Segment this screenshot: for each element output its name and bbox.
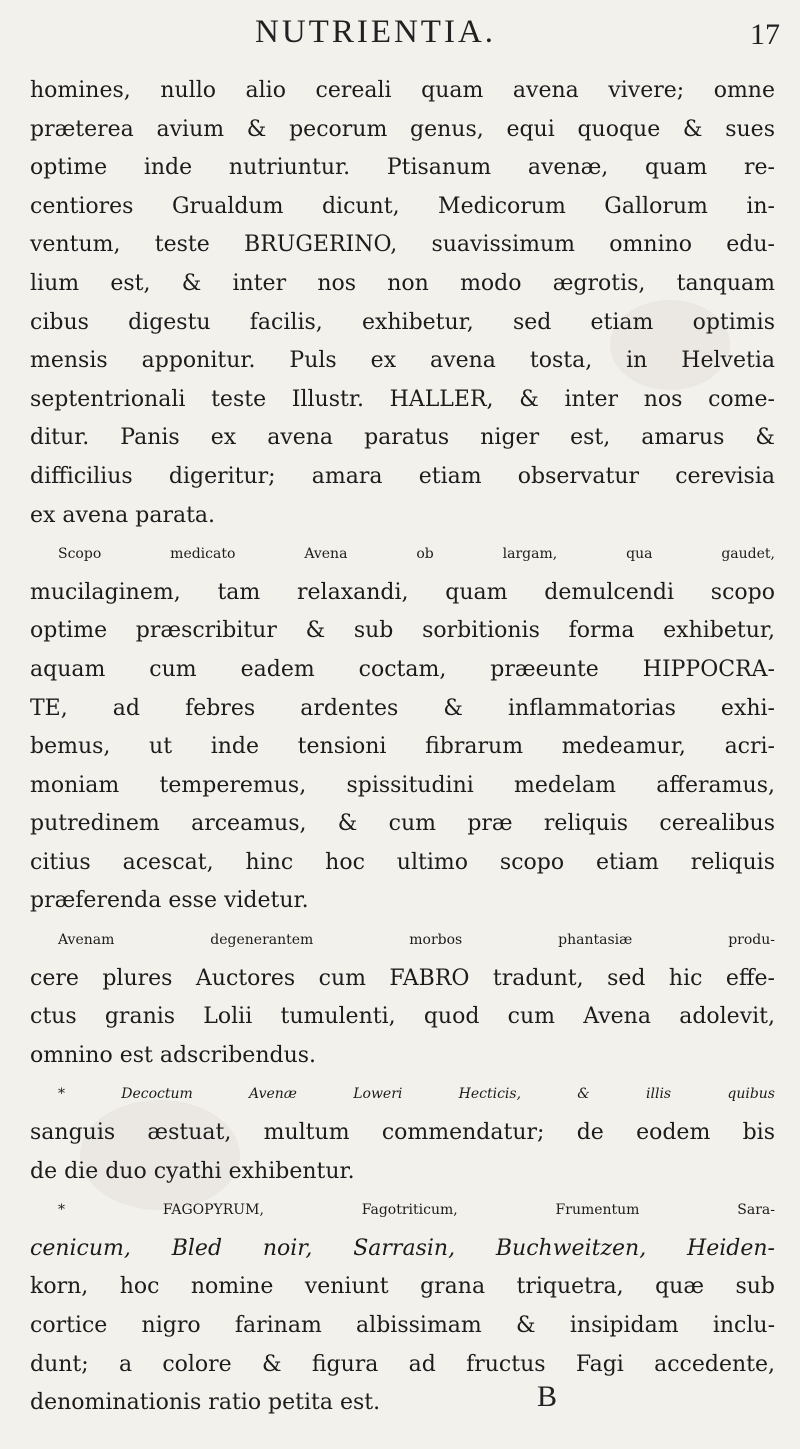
text-line: optime præscribitur & sub sorbitionis forma exhibetur, [30, 618, 775, 644]
text-line: optime inde nutriuntur. Ptisanum avenæ, quam re- [30, 155, 775, 181]
text-line: mucilaginem, tam relaxandi, quam demulcendi scopo [30, 579, 775, 605]
running-title: NUTRIENTIA. [255, 14, 497, 50]
text-line: cenicum, Bled noir, Sarrasin, Buchweitzen, Heiden- [30, 1235, 775, 1261]
text-line: mensis apponitur. Puls ex avena tosta, in Helvetia [30, 348, 775, 374]
text-line: bemus, ut inde tensioni fibrarum medeamur, acri- [30, 734, 775, 760]
text-line: * FAGOPYRUM, Fagotriticum, Frumentum Sara- [58, 1202, 775, 1219]
text-line: korn, hoc nomine veniunt grana triquetra, quæ sub [30, 1274, 775, 1300]
text-line: cortice nigro farinam albissimam & insipidam inclu- [30, 1313, 775, 1338]
text-line: homines, nullo alio cereali quam avena vivere; omne [30, 78, 775, 103]
text-line: moniam temperemus, spissitudini medelam afferamus, [30, 772, 775, 798]
text-line: præferenda esse videtur. [30, 888, 309, 914]
text-line: cibus digestu facilis, exhibetur, sed etiam optimis [30, 309, 775, 335]
text-line: sanguis æstuat, multum commendatur; de eodem bis [30, 1120, 775, 1146]
body-text [30, 72, 775, 1423]
text-line: TE, ad febres ardentes & inflammatorias exhi- [30, 695, 775, 721]
catchword: B [537, 1380, 558, 1413]
text-line: omnino est adscribendus. [30, 1042, 317, 1068]
text-line: dunt; a colore & figura ad fructus Fagi accedente, [30, 1351, 775, 1377]
page-header [0, 12, 800, 72]
text-line: putredinem arceamus, & cum præ reliquis cerealibus [30, 811, 775, 837]
text-line: ditur. Panis ex avena paratus niger est, amarus & [30, 425, 775, 451]
text-line: præterea avium & pecorum genus, equi quoque & sues [30, 116, 775, 142]
text-line: ex avena parata. [30, 502, 216, 528]
text-line: ctus granis Lolii tumulenti, quod cum Avena adolevit, [30, 1004, 775, 1030]
text-line: Scopo medicato Avena ob largam, qua gaudet, [58, 546, 775, 563]
page-number: 17 [750, 18, 780, 51]
text-line: Avenam degenerantem morbos phantasiæ produ- [58, 932, 775, 949]
text-line: ventum, teste BRUGERINO, suavissimum omnino edu- [30, 232, 775, 258]
text-line: cere plures Auctores cum FABRO tradunt, sed hic effe- [30, 965, 775, 991]
text-line: denominationis ratio petita est. [30, 1390, 381, 1416]
text-line: aquam cum eadem coctam, præeunte HIPPOCRA- [30, 656, 775, 682]
text-line: citius acescat, hinc hoc ultimo scopo etiam reliquis [30, 849, 775, 875]
text-line: septentrionali teste Illustr. HALLER, & inter nos come- [30, 386, 775, 412]
text-line: difficilius digeritur; amara etiam observatur cerevisia [30, 463, 775, 489]
text-line: de die duo cyathi exhibentur. [30, 1158, 355, 1184]
text-line: centiores Grualdum dicunt, Medicorum Gallorum in- [30, 193, 775, 219]
text-line: * Decoctum Avenæ Loweri Hecticis, & illis quibus [58, 1086, 775, 1103]
text-line: lium est, & inter nos non modo ægrotis, tanquam [30, 270, 775, 296]
